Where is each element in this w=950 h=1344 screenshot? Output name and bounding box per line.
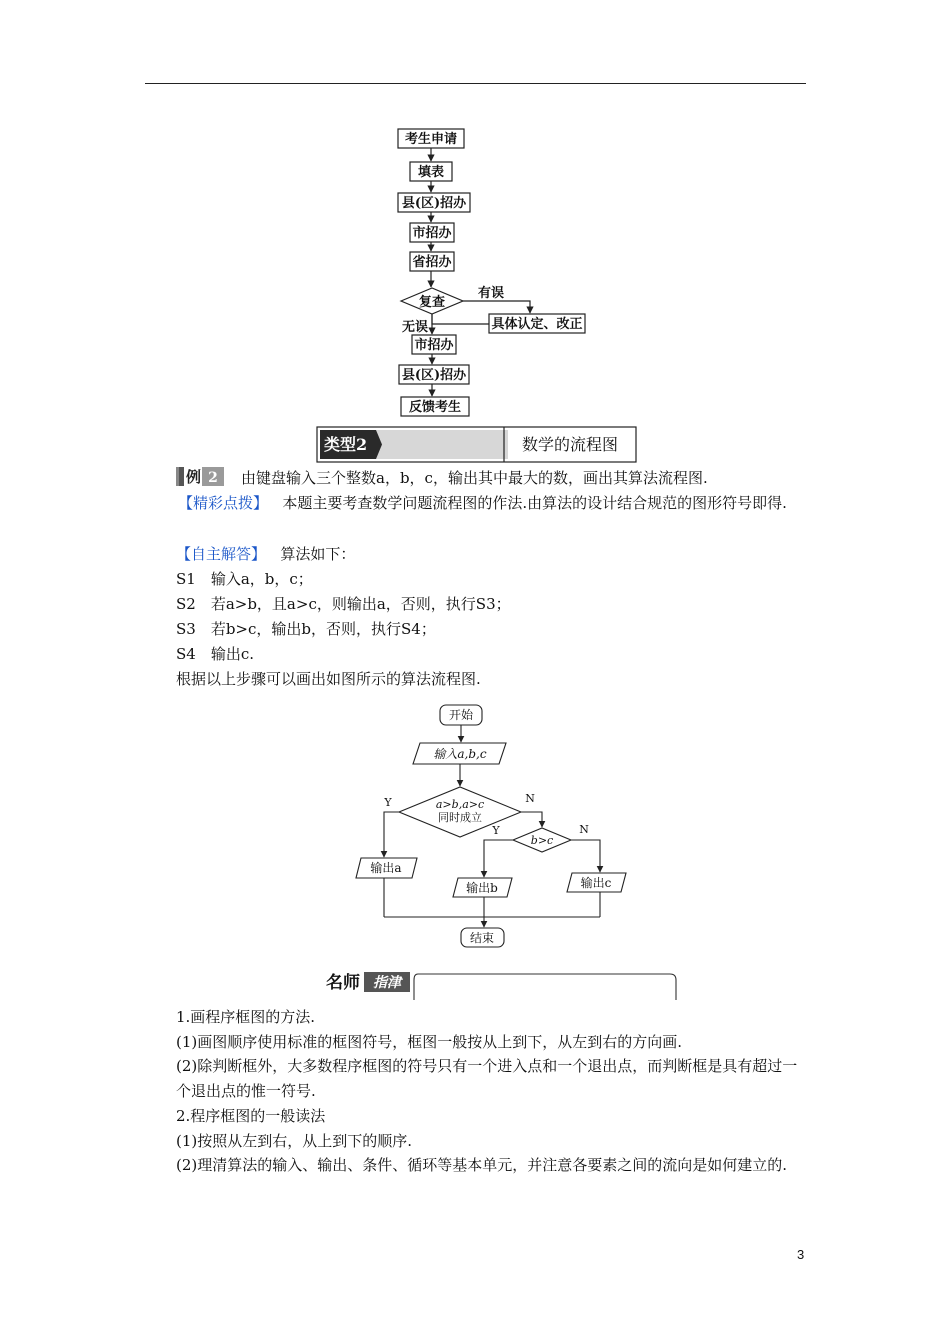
solution-step-2: S2 若a>b，且a>c，则输出a，否则，执行S3； bbox=[176, 595, 511, 613]
flow1-label-error: 有误 bbox=[477, 286, 505, 301]
flow1-node-county-2: 县(区)招办 bbox=[401, 368, 467, 383]
type-title: 数学的流程图 bbox=[521, 435, 619, 454]
tips-item2-title: 2.程序框图的一般读法 bbox=[176, 1107, 326, 1125]
teacher-tips-banner bbox=[318, 966, 680, 1004]
solution-step-4: S4 输出c. bbox=[176, 645, 254, 663]
flow1-label-ok: 无误 bbox=[401, 320, 429, 335]
tips-item2-p1: (1)按照从左到右，从上到下的顺序. bbox=[176, 1132, 413, 1150]
tips-item2-p2: (2)理清算法的输入、输出、条件、循环等基本单元，并注意各要素之间的流向是如何建立的. bbox=[176, 1156, 788, 1174]
tips-item1-p1: (1)画图顺序使用标准的框图符号，框图一般按从上到下，从左到右的方向画. bbox=[176, 1033, 683, 1051]
svg-text:例: 例 bbox=[186, 468, 202, 486]
tips-item1-p2: (2)除判断框外，大多数程序框图的符号只有一个进入点和一个退出点，而判断框是具有超过一个退出点的惟一符号. bbox=[176, 1057, 798, 1100]
flow1-node-apply: 考生申请 bbox=[404, 132, 458, 147]
flow2-input: 输入a,b,c bbox=[433, 747, 487, 761]
solution-outro: 根据以上步骤可以画出如图所示的算法流程图. bbox=[176, 670, 481, 688]
flow1-decision-review: 复查 bbox=[418, 295, 446, 310]
example-badge bbox=[176, 467, 224, 486]
flow2-start: 开始 bbox=[448, 708, 474, 722]
flow1-node-correct: 具体认定、改正 bbox=[491, 317, 583, 332]
flow2-cond1-line2: 同时成立 bbox=[438, 811, 482, 824]
admission-flowchart bbox=[380, 120, 600, 420]
flow2-no-1: N bbox=[525, 792, 535, 805]
flow2-output-b: 输出b bbox=[466, 881, 498, 895]
flow2-cond1-line1: a>b,a>c bbox=[435, 798, 485, 811]
flow1-node-form: 填表 bbox=[417, 165, 445, 180]
flow1-node-province: 省招办 bbox=[412, 255, 452, 270]
hint-label: 【精彩点拨】 bbox=[178, 494, 269, 512]
solution-intro: 算法如下： bbox=[280, 545, 356, 563]
max-number-flowchart bbox=[340, 700, 640, 950]
flow2-no-2: N bbox=[579, 823, 589, 836]
hint-text: 本题主要考查数学问题流程图的作法.由算法的设计结合规范的图形符号即得. bbox=[282, 494, 787, 512]
flow1-node-city: 市招办 bbox=[412, 226, 452, 241]
flow1-node-feedback: 反馈考生 bbox=[408, 400, 462, 415]
teacher-label-badge: 指津 bbox=[373, 975, 401, 991]
flow2-end: 结束 bbox=[469, 931, 495, 945]
flow1-node-city-2: 市招办 bbox=[414, 338, 454, 353]
hint-paragraph bbox=[176, 491, 808, 516]
example-text: 由键盘输入三个整数a，b，c，输出其中最大的数，画出其算法流程图. bbox=[241, 469, 708, 487]
type-banner bbox=[316, 426, 638, 464]
solution-label: 【自主解答】 bbox=[176, 545, 267, 563]
flow2-output-a: 输出a bbox=[370, 861, 402, 875]
tips-item1-title: 1.画程序框图的方法. bbox=[176, 1008, 316, 1026]
flow1-node-county: 县(区)招办 bbox=[401, 196, 467, 211]
flow2-output-c: 输出c bbox=[580, 876, 612, 890]
solution-step-1: S1 输入a，b，c； bbox=[176, 570, 313, 588]
page-number: 3 bbox=[797, 1247, 805, 1262]
svg-text:2: 2 bbox=[208, 470, 218, 486]
teacher-label: 名师 bbox=[326, 973, 360, 993]
flow2-yes-1: Y bbox=[384, 796, 392, 809]
solution-step-3: S3 若b>c，输出b，否则，执行S4； bbox=[176, 620, 436, 638]
flow2-yes-2: Y bbox=[492, 824, 500, 837]
flow2-cond2: b>c bbox=[530, 834, 554, 847]
header-rule bbox=[145, 83, 806, 84]
type-badge: 类型2 bbox=[324, 435, 368, 454]
solution-header bbox=[176, 544, 355, 564]
